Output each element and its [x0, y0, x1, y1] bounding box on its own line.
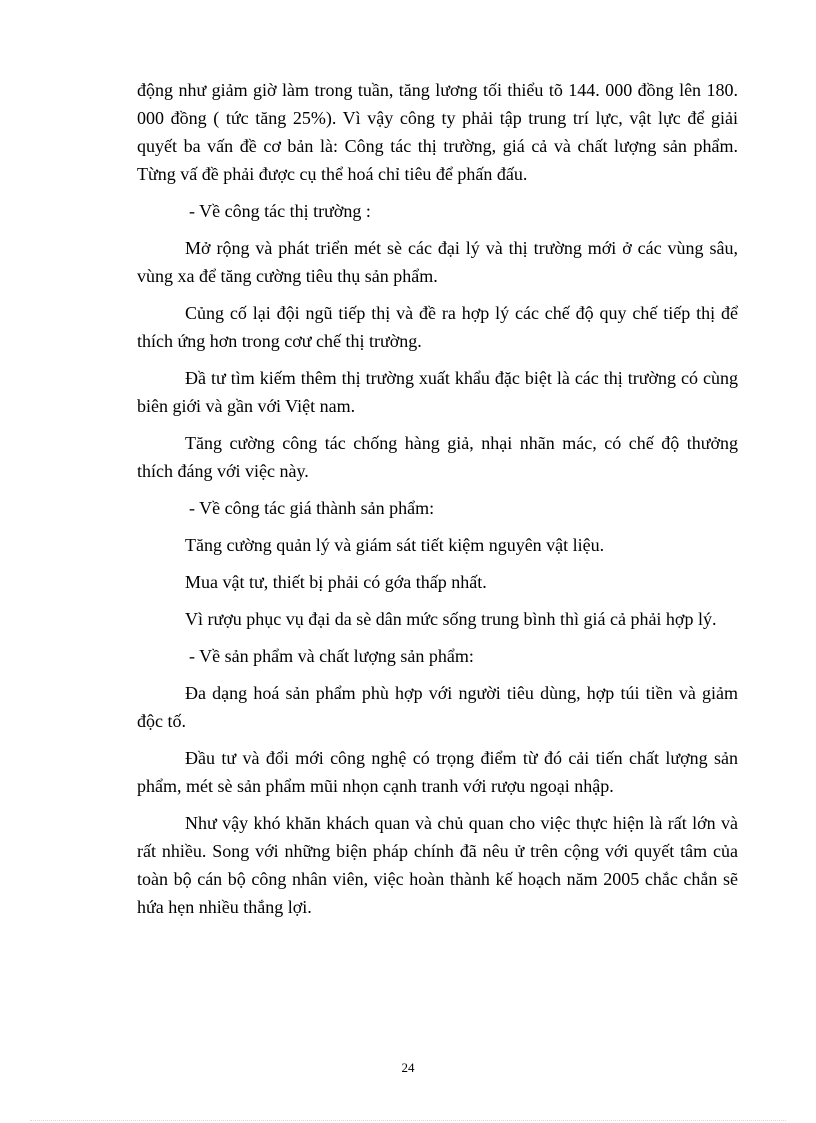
paragraph: Đa dạng hoá sản phẩm phù hợp với người tiêu dùng, hợp túi tiền và giảm độc tố. — [137, 683, 738, 731]
page-bottom-divider — [30, 1120, 786, 1121]
section-heading-market: - Về công tác thị trường : — [189, 201, 371, 221]
body-text — [137, 76, 738, 930]
paragraph-continuation: động như giảm giờ làm trong tuần, tăng lương tối thiểu tõ 144. 000 đồng lên 180. 000 đồng ( tức tăng 25%). Vì vậy công ty phải tập trung trí lực, vật lực để giải quyết ba vấn đề cơ bản là: Công tác thị trường, giá cả và chất lượng sản phẩm. Từng vấ đề phải được cụ thể hoá chỉ tiêu để phấn đấu. — [137, 80, 738, 184]
paragraph: Vì rượu phục vụ đại da sè dân mức sống trung bình thì giá cả phải hợp lý. — [185, 609, 717, 629]
page-number: 24 — [401, 1060, 415, 1075]
paragraph: Củng cố lại đội ngũ tiếp thị và đề ra hợp lý các chế độ quy chế tiếp thị để thích ứng hơn trong cơư chế thị trường. — [137, 303, 738, 351]
section-heading-quality: - Về sản phẩm và chất lượng sản phẩm: — [189, 646, 474, 666]
paragraph: Như vậy khó khăn khách quan và chủ quan cho việc thực hiện là rất lớn và rất nhiều. Song với những biện pháp chính đã nêu ử trên cộng với quyết tâm của toàn bộ cán bộ công nhân viên, việc hoàn thành kế hoạch năm 2005 chắc chắn sẽ hứa hẹn nhiều thắng lợi. — [137, 813, 738, 917]
paragraph: Tăng cường công tác chống hàng giả, nhại nhãn mác, có chế độ thưởng thích đáng với việc này. — [137, 433, 738, 481]
paragraph: Mua vật tư, thiết bị phải có gớa thấp nhất. — [185, 572, 487, 592]
section-heading-cost: - Về công tác giá thành sản phẩm: — [189, 498, 435, 518]
paragraph: Đầ tư tìm kiếm thêm thị trường xuất khẩu đặc biệt là các thị trường có cùng biên giới và gần với Việt nam. — [137, 368, 738, 416]
paragraph: Đầu tư và đổi mới công nghệ có trọng điểm từ đó cải tiến chất lượng sản phẩm, mét sè sản phẩm mũi nhọn cạnh tranh với rượu ngoại nhập. — [137, 748, 738, 796]
paragraph: Tăng cường quản lý và giám sát tiết kiệm nguyên vật liệu. — [185, 535, 605, 555]
paragraph: Mở rộng và phát triển mét sè các đại lý và thị trường mới ở các vùng sâu, vùng xa để tăng cường tiêu thụ sản phẩm. — [137, 238, 738, 286]
